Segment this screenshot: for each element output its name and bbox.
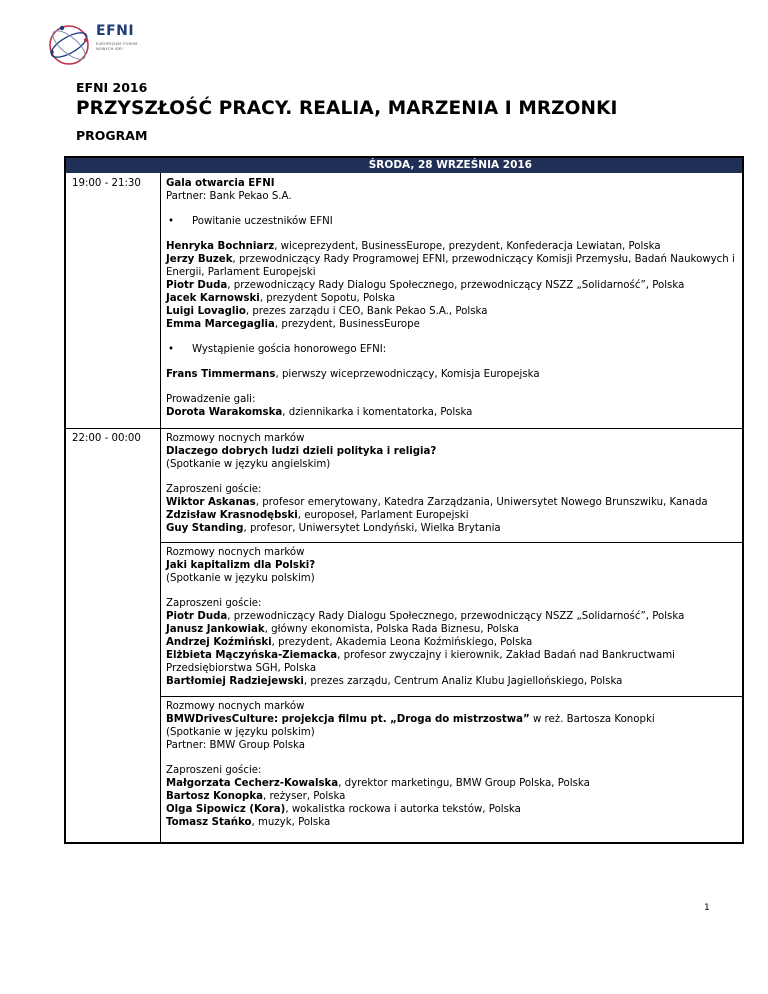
session-2: Rozmowy nocnych marków Jaki kapitalizm dla Polski? (Spotkanie w języku polskim) Zaproszeni goście: Piotr Duda, przewodniczący Rady Dialogu Społecznego, przewodniczący NSZZ „Solidarność”, Polska Janusz Jankowiak, główny ekonomista, Polska Rada Biznesu, Polska Andrzej Koźmiński, prezydent, Akademia Leona Koźmińskiego, Polska Elżbieta Mączyńska-Ziemacka, profesor zwyczajny i kierownik, Zakład Badań nad Bankructwami Przedsiębiorstwa SGH, Polska Bartłomiej Radziejewski, prezes zarządu, Centrum Analiz Klubu Jagiellońskiego, Polska	[166, 547, 685, 687]
program-table	[64, 156, 744, 844]
gala-host: Dorota Warakomska, dziennikarka i komentatorka, Polska	[166, 407, 473, 418]
logo-tagline: EUROPEJSKIE FORUM NOWYCH IDEI	[96, 42, 138, 51]
logo-brand: EFNI	[96, 23, 135, 39]
gala-title: Gala otwarcia EFNI	[166, 178, 275, 189]
gala-speakers: Henryka Bochniarz, wiceprezydent, BusinessEurope, prezydent, Konfederacja Lewiatan, Polska Jerzy Buzek, przewodniczący Rady Programowej EFNI, przewodniczący Komisji Przemysłu, Badań Naukowych i Energii, Parlament Europejski Piotr Duda, przewodniczący Rady Dialogu Społecznego, przewodniczący NSZZ „Solidarność”, Polska Jacek Karnowski, prezydent Sopotu, Polska Luigi Lovaglio, prezes zarządu i CEO, Bank Pekao S.A., Polska Emma Marcegaglia, prezydent, BusinessEurope	[166, 241, 735, 330]
session-1: Rozmowy nocnych marków Dlaczego dobrych ludzi dzieli polityka i religia? (Spotkanie w języku angielskim) Zaproszeni goście: Wiktor Askanas, profesor emerytowany, Katedra Zarządzania, Uniwersytet Nowego Brunszwiku, Kanada Zdzisław Krasnodębski, europoseł, Parlament Europejski Guy Standing, profesor, Uniwersytet Londyński, Wielka Brytania	[166, 433, 708, 534]
gala-guest: Frans Timmermans, pierwszy wiceprzewodniczący, Komisja Europejska	[166, 369, 540, 380]
gala-cell	[166, 177, 736, 419]
night-time: 22:00 - 00:00	[72, 433, 141, 444]
efni-logo	[44, 20, 164, 70]
page-title: PRZYSZŁOŚĆ PRACY. REALIA, MARZENIA I MRZONKI	[76, 98, 618, 119]
efni-logo-icon	[44, 20, 94, 70]
program-label: PROGRAM	[76, 128, 148, 143]
gala-host-label: Prowadzenie gali:	[166, 394, 256, 405]
page-number: 1	[704, 903, 710, 913]
gala-partner: Partner: Bank Pekao S.A.	[166, 191, 292, 202]
gala-time: 19:00 - 21:30	[72, 178, 141, 189]
day-header: ŚRODA, 28 WRZEŚNIA 2016	[66, 158, 742, 173]
gala-bullet-2: • Wystąpienie gościa honorowego EFNI:	[168, 344, 387, 355]
gala-bullet-1: • Powitanie uczestników EFNI	[168, 216, 333, 227]
event-name: EFNI 2016	[76, 80, 148, 95]
session-3: Rozmowy nocnych marków BMWDrivesCulture: projekcja filmu pt. „Droga do mistrzostwa” w reż. Bartosza Konopki (Spotkanie w języku polskim) Partner: BMW Group Polska Zaproszeni goście: Małgorzata Cecherz-Kowalska, dyrektor marketingu, BMW Group Polska, Polska Bartosz Konopka, reżyser, Polska Olga Sipowicz (Kora), wokalistka rockowa i autorka tekstów, Polska Tomasz Stańko, muzyk, Polska	[166, 701, 655, 828]
